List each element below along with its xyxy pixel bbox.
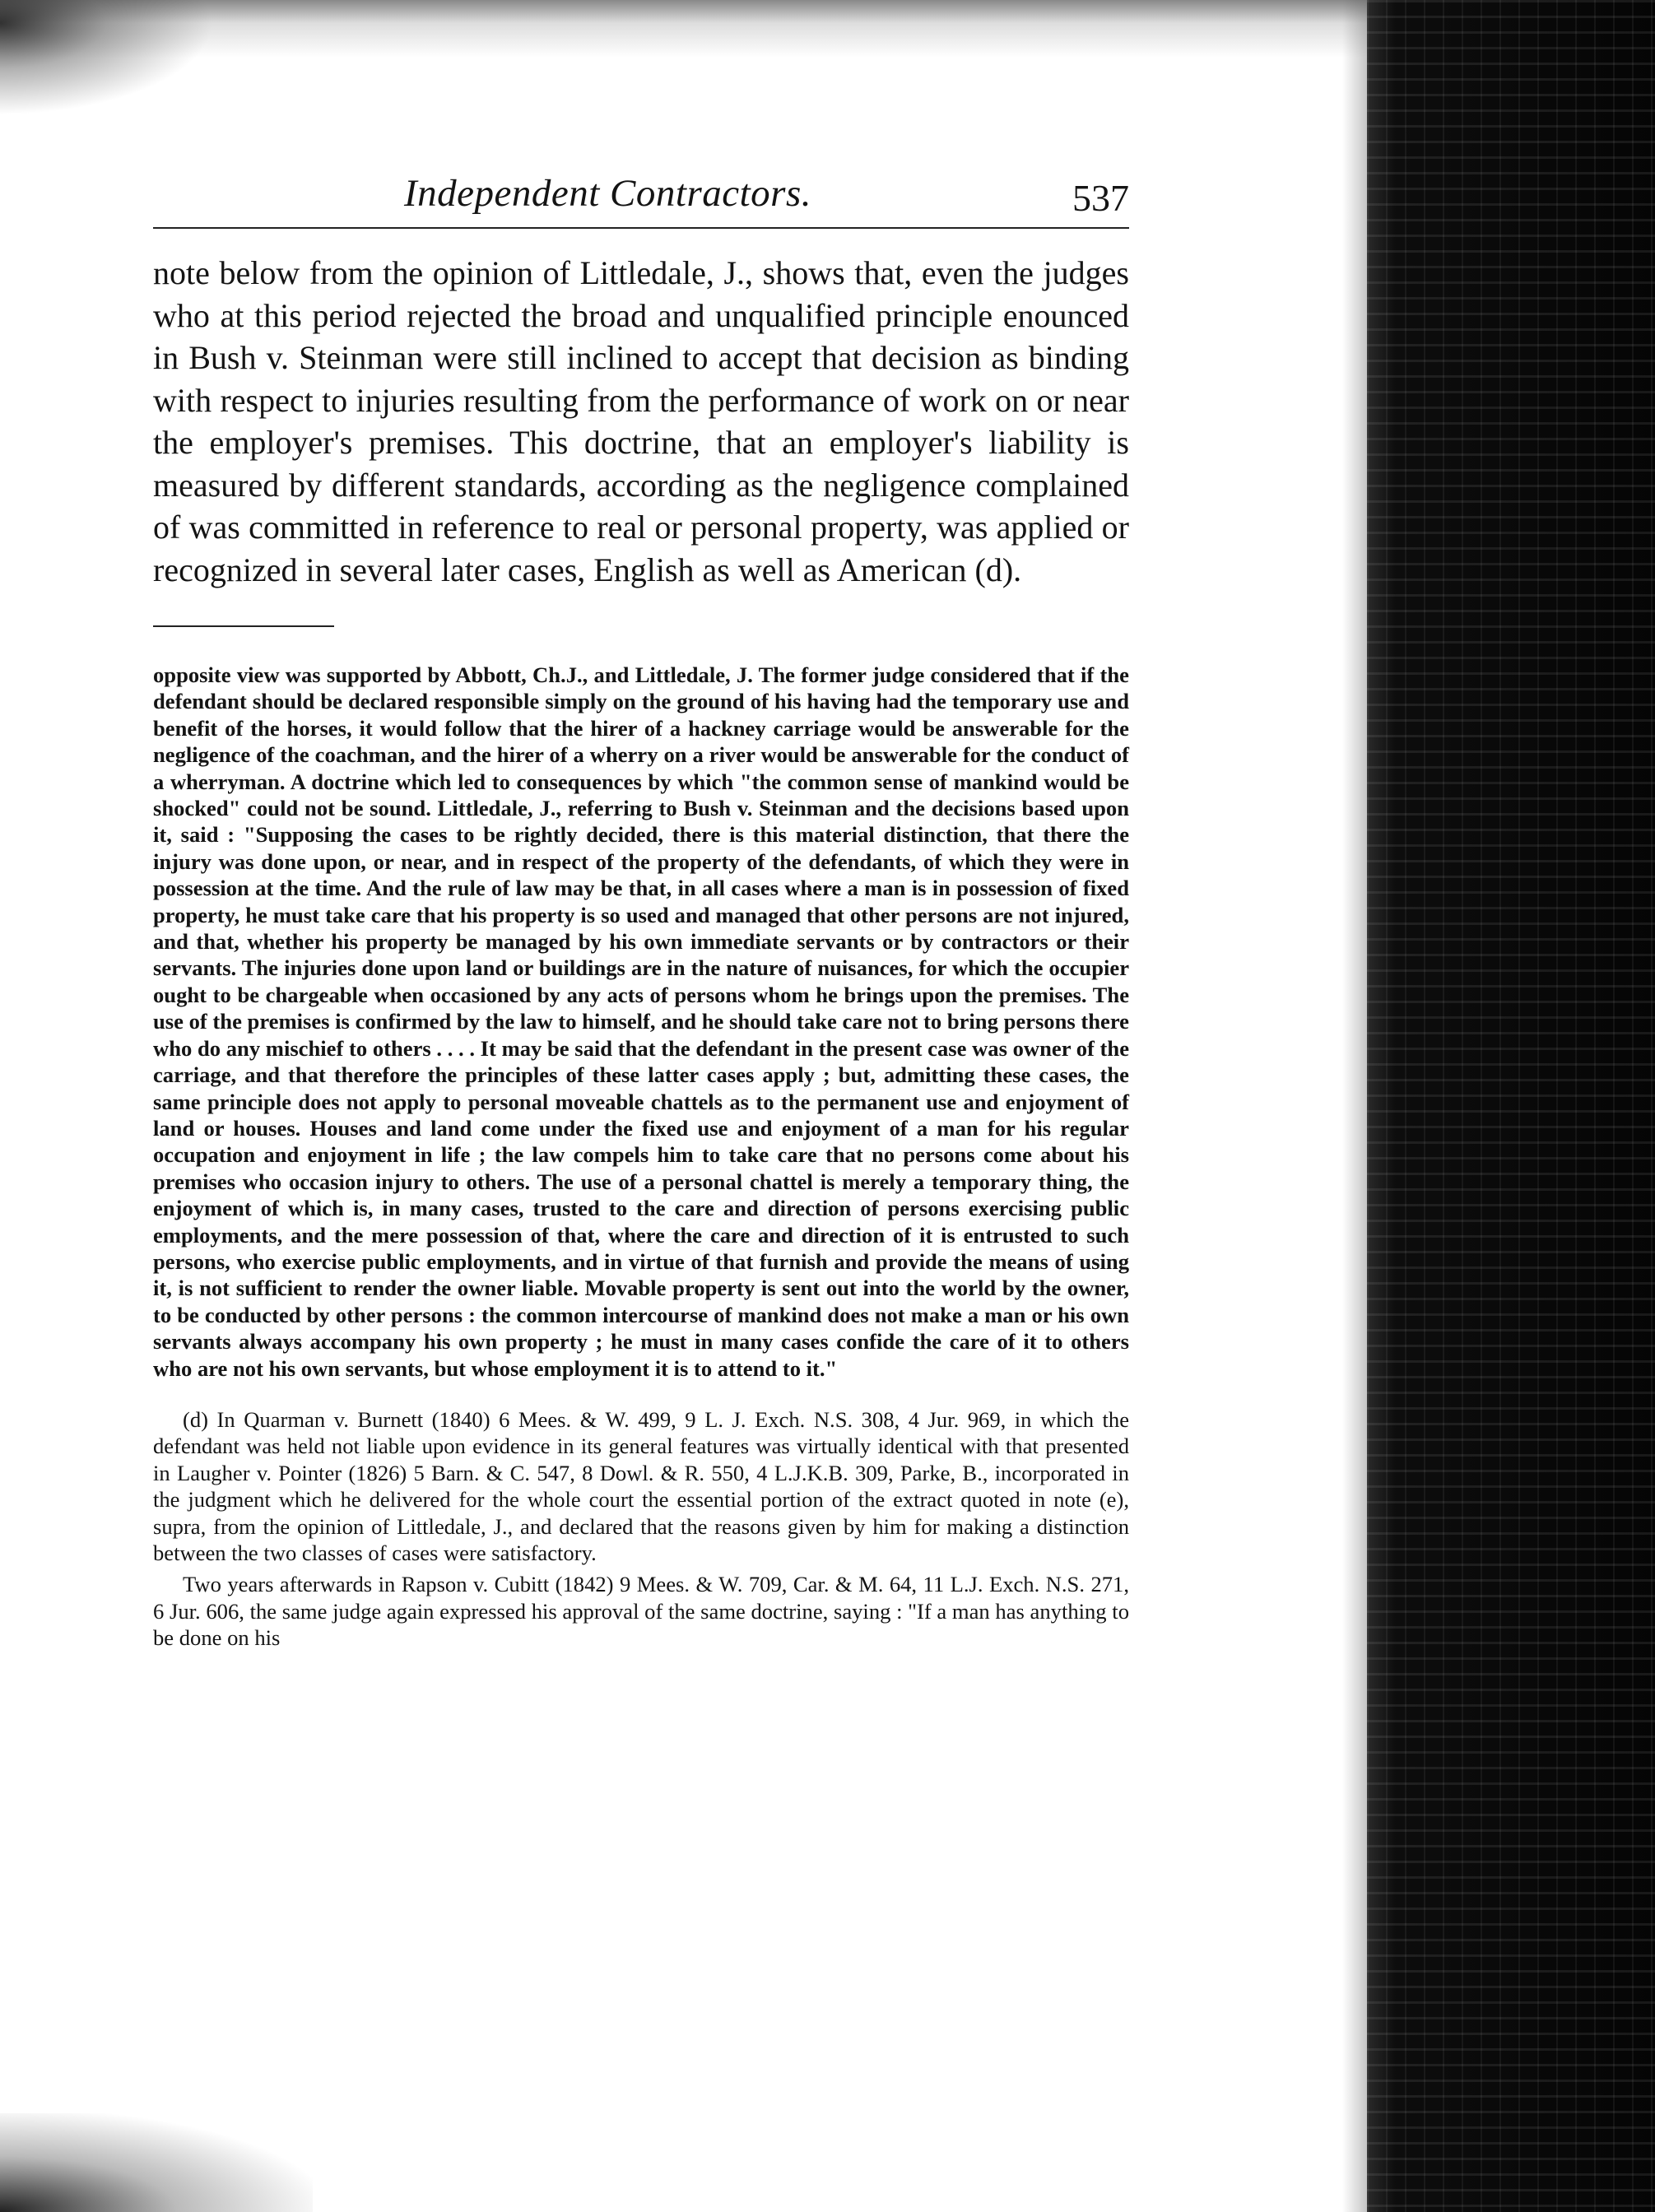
footnote-rule	[153, 625, 334, 627]
main-text	[153, 252, 1129, 591]
page-number: 537	[1072, 177, 1129, 219]
footnote-d	[153, 1406, 1129, 1652]
scan-binding-edge	[1367, 0, 1655, 2212]
book-page	[153, 156, 1129, 1652]
footnote-continued	[153, 662, 1129, 1382]
body-paragraph: note below from the opinion of Littledale, J., shows that, even the judges who at this period rejected the broad and unqualified principle enounced in Bush v. Steinman were still inclined to accept that decision as binding with respect to injuries resulting from the performance of work on or near the employer's premises. This doctrine, that an employer's liability is measured by different standards, according as the negligence complained of was committed in reference to real or personal property, was applied or recognized in several later cases, English as well as American (d).	[153, 254, 1129, 588]
footnote-d-paragraph-1: (d) In Quarman v. Burnett (1840) 6 Mees. & W. 499, 9 L. J. Exch. N.S. 308, 4 Jur. 969, in which the defendant was held not liable upon evidence in its general features was virtually identical with that presented in Laugher v. Pointer (1826) 5 Barn. & C. 547, 8 Dowl. & R. 550, 4 L.J.K.B. 309, Parke, B., incorporated in the judgment which he delivered for the whole court the essential portion of the extract quoted in note (e), supra, from the opinion of Littledale, J., and declared that the reasons given by him for making a distinction between the two classes of cases were satisfactory.	[153, 1406, 1129, 1565]
running-title: Independent Contractors.	[404, 172, 811, 215]
scan-corner-shadow-bottom	[0, 2113, 313, 2212]
footnote-continued-text: opposite view was supported by Abbott, Ch.J., and Littledale, J. The former judge considered that if the defendant should be declared responsible simply on the ground of his having had the temporary use and benefit of the horses, it would follow that the hirer of a hackney carriage would be answerable for the negligence of the coachman, and the hirer of a wherry on a river would be answerable for the conduct of a wherryman. A doctrine which led to consequences by which "the common sense of mankind would be shocked" could not be sound. Littledale, J., referring to Bush v. Steinman and the decisions based upon it, said : "Supposing the cases to be rightly decided, there is this material distinction, that there the injury was done upon, or near, and in respect of the property of the defendants, of which they were in possession at the time. And the rule of law may be that, in all cases where a man is in possession of fixed property, he must take care that his property is so used and managed that other persons are not injured, and that, whether his property be managed by his own immediate servants or by contractors or their servants. The injuries done upon land or buildings are in the nature of nuisances, for which the occupier ought to be chargeable when occasioned by any acts of persons whom he brings upon the premises. The use of the premises is confirmed by the law to himself, and he should take care not to bring persons there who do any mischief to others . . . . It may be said that the defendant in the present case was owner of the carriage, and that therefore the principles of these latter cases apply ; but, admitting these cases, the same principle does not apply to personal moveable chattels as to the permanent use and enjoyment of land or houses. Houses and land come under the fixed use and enjoyment of a man for his regular occupation and enjoyment in life ; the law compels him to take care that no persons come about his premises who occasion injury to others. The use of a personal chattel is merely a temporary thing, the enjoyment of which is, in many cases, trusted to the care and direction of persons exercising public employments, and the mere possession of that, where the care and direction of it is entrusted to such persons, who exercise public employments, and in virtue of that furnish and provide the means of using it, is not sufficient to render the owner liable. Movable property is sent out into the world by the owner, to be conducted by other persons : the common intercourse of mankind does not make a man or his own servants always accompany his own property ; he must in many cases confide the care of it to others who are not his own servants, but whose employment it is to attend to it."	[153, 662, 1129, 1381]
page-header	[153, 156, 1129, 222]
header-rule	[153, 227, 1129, 229]
scan-binding-fade	[1342, 0, 1367, 2212]
scan-corner-shadow	[0, 0, 214, 115]
footnote-d-paragraph-2: Two years afterwards in Rapson v. Cubitt (1842) 9 Mees. & W. 709, Car. & M. 64, 11 L.J. Exch. N.S. 271, 6 Jur. 606, the same judge again expressed his approval of the same doctrine, saying : "If a man has anything to be done on his	[153, 1572, 1129, 1651]
